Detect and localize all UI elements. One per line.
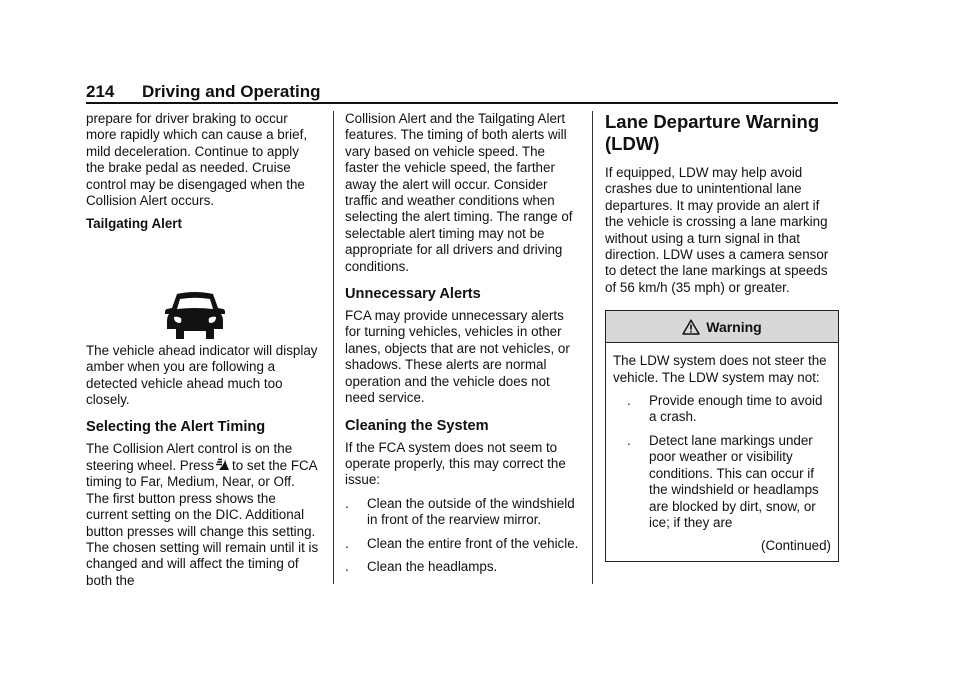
collision-alert-timing-icon bbox=[215, 458, 231, 472]
column-2 bbox=[345, 111, 581, 582]
column-divider bbox=[592, 111, 593, 584]
lane-departure-warning-heading: Lane Departure Warning (LDW) bbox=[605, 111, 820, 154]
page-header bbox=[86, 82, 838, 104]
unnecessary-alerts-heading: Unnecessary Alerts bbox=[345, 286, 481, 303]
list-item-text: Provide enough time to avoid a crash. bbox=[649, 393, 823, 425]
list-item bbox=[345, 536, 581, 552]
section-title: Driving and Operating bbox=[142, 82, 321, 101]
paragraph: FCA may provide unnecessary alerts for turning vehicles, vehicles in other lanes, objects that are not vehicles, or shadows. These alerts are normal operation and the vehicle does not need service. bbox=[345, 308, 570, 406]
list-item-text: Clean the headlamps. bbox=[367, 558, 498, 574]
tailgating-alert-heading: Tailgating Alert bbox=[86, 216, 182, 232]
cleaning-the-system-heading: Cleaning the System bbox=[345, 417, 489, 434]
paragraph: Collision Alert and the Tailgating Alert features. The timing of both alerts will vary based on vehicle speed. The faster the vehicle speed, the farther away the alert will occur. Consider traffic and weather conditions when selecting the alert timing. The range of selectable alert timing may not be appropriate for all drivers and driving conditions. bbox=[345, 111, 573, 274]
continued-label: (Continued) bbox=[761, 538, 831, 554]
paragraph: prepare for driver braking to occur more rapidly which can cause a brief, mild deceleration. Continue to apply the brake pedal as needed. Cruise control may be disengaged when the Collision Alert occurs. bbox=[86, 111, 308, 209]
list-item-text: Detect lane markings under poor weather or visibility conditions. This can occur if the windshield or headlamps are blocked by dirt, snow, or ice; if they are bbox=[649, 432, 819, 530]
vehicle-ahead-figure bbox=[86, 247, 320, 339]
warning-title: Warning bbox=[706, 318, 762, 335]
column-3 bbox=[605, 111, 839, 562]
list-item bbox=[613, 393, 831, 426]
paragraph-text: to set the FCA timing to Far, Medium, Near, or Off. The first button press shows the current setting on the DIC. Additional button presses will change this setting. The chosen setting will remain until it is changed and will affect the timing of both the bbox=[86, 457, 319, 588]
header-rule bbox=[86, 102, 838, 104]
list-item-text: Clean the outside of the windshield in front of the rearview mirror. bbox=[367, 495, 575, 528]
paragraph: The LDW system does not steer the vehicle. The LDW system may not: bbox=[613, 353, 827, 385]
bullet-mark: . bbox=[627, 432, 631, 448]
paragraph: The vehicle ahead indicator will display amber when you are following a detected vehicle ahead much too closely. bbox=[86, 342, 318, 408]
bullet-mark: . bbox=[345, 535, 349, 551]
warning-box-body bbox=[606, 343, 838, 560]
page-number: 214 bbox=[86, 82, 115, 101]
selecting-alert-timing-heading: Selecting the Alert Timing bbox=[86, 419, 266, 436]
vehicle-ahead-icon bbox=[165, 289, 225, 339]
paragraph bbox=[86, 441, 320, 589]
warning-box bbox=[605, 310, 839, 561]
list-item bbox=[345, 559, 581, 575]
bullet-mark: . bbox=[627, 393, 631, 409]
list-item bbox=[613, 433, 831, 531]
bullet-mark: . bbox=[345, 558, 349, 574]
bullet-mark: . bbox=[345, 495, 349, 511]
column-1 bbox=[86, 111, 320, 596]
paragraph: If equipped, LDW may help avoid crashes due to unintentional lane departures. It may provide an alert if the vehicle is crossing a lane marking without using a turn signal in that direction. LDW uses a camera sensor to detect the lane markings at speeds of 56 km/h (35 mph) or greater. bbox=[605, 165, 829, 295]
column-divider bbox=[333, 111, 334, 584]
list-item bbox=[345, 496, 581, 529]
paragraph-text: The Collision Alert control is on the steering wheel. Press bbox=[86, 441, 293, 473]
paragraph: If the FCA system does not seem to operate properly, this may correct the issue: bbox=[345, 439, 566, 488]
warning-triangle-icon bbox=[682, 319, 700, 335]
warning-box-header bbox=[606, 311, 838, 343]
list-item-text: Clean the entire front of the vehicle. bbox=[367, 535, 579, 551]
